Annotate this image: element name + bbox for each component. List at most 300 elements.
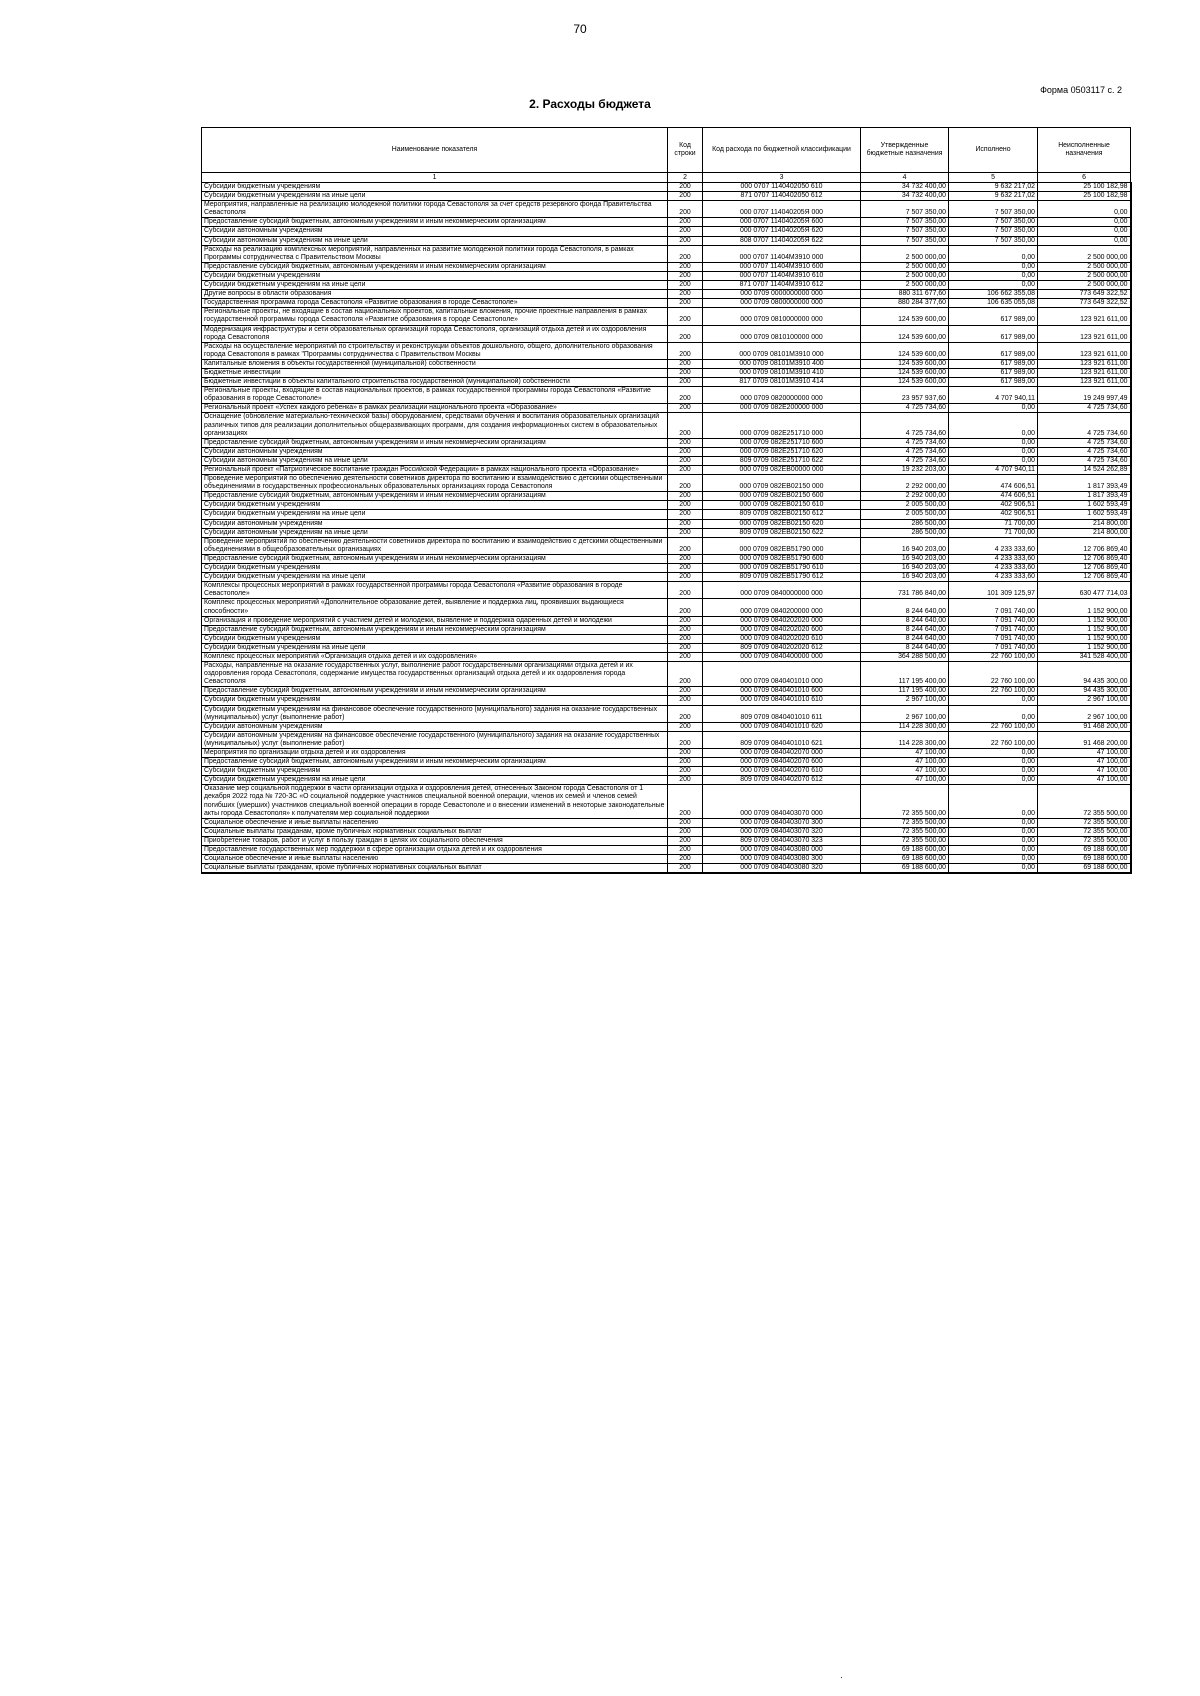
row-name: Бюджетные инвестиции в объекты капитального строительства государственной (муниципальной) собственности [202,378,668,387]
row-approved-amount: 7 507 350,00 [861,227,949,236]
row-budget-code: 809 0709 082EB51790 612 [703,573,861,582]
row-budget-code: 809 0709 082EB02150 622 [703,528,861,537]
row-budget-code: 000 0709 0840401010 610 [703,696,861,705]
row-name: Другие вопросы в области образования [202,290,668,299]
row-executed-amount: 22 760 100,00 [949,722,1038,731]
row-approved-amount: 124 539 600,00 [861,342,949,359]
row-name: Комплекс процессных мероприятий «Организация отдыха детей и их оздоровления» [202,652,668,661]
row-approved-amount: 47 100,00 [861,767,949,776]
table-row [202,564,1131,573]
column-number: 3 [703,173,861,183]
row-executed-amount: 0,00 [949,245,1038,262]
table-row [202,368,1131,377]
row-remaining-amount: 69 188 600,00 [1038,855,1131,864]
row-budget-code: 000 0709 0840202020 000 [703,616,861,625]
row-remaining-amount: 72 355 500,00 [1038,836,1131,845]
row-name: Расходы на реализацию комплексных мероприятий, направленных на развитие молодежной политики города Севастополя, в рамках Программы сотрудничества с Правительством Москвы [202,245,668,262]
row-approved-amount: 124 539 600,00 [861,378,949,387]
row-executed-amount: 0,00 [949,271,1038,280]
row-line-code: 200 [668,447,703,456]
row-approved-amount: 114 228 300,00 [861,722,949,731]
row-line-code: 200 [668,836,703,845]
row-budget-code: 000 0707 114040205Я 000 [703,201,861,218]
row-budget-code: 000 0709 082EB51790 000 [703,537,861,554]
row-executed-amount: 0,00 [949,864,1038,874]
row-budget-code: 000 0709 0820000000 000 [703,387,861,404]
row-name: Предоставление субсидий бюджетным, автономным учреждениям и иным некоммерческим организациям [202,492,668,501]
row-line-code: 200 [668,582,703,599]
row-name: Субсидии бюджетным учреждениям [202,564,668,573]
row-budget-code: 000 0709 082EB02150 600 [703,492,861,501]
row-name: Предоставление субсидий бюджетным, автономным учреждениям и иным некоммерческим организациям [202,687,668,696]
row-line-code: 200 [668,846,703,855]
row-approved-amount: 16 940 203,00 [861,573,949,582]
table-row [202,554,1131,563]
row-name: Субсидии бюджетным учреждениям [202,501,668,510]
row-approved-amount: 4 725 734,60 [861,456,949,465]
row-budget-code: 000 0707 11404М3910 600 [703,262,861,271]
column-header-approved: Утвержденные бюджетные назначения [861,128,949,173]
row-name: Субсидии автономным учреждениям на иные цели [202,528,668,537]
table-row [202,325,1131,342]
table-row [202,475,1131,492]
row-name: Субсидии бюджетным учреждениям на иные цели [202,281,668,290]
table-row [202,652,1131,661]
row-executed-amount: 106 662 355,08 [949,290,1038,299]
row-approved-amount: 2 967 100,00 [861,696,949,705]
row-executed-amount: 0,00 [949,447,1038,456]
row-line-code: 200 [668,325,703,342]
row-executed-amount: 474 606,51 [949,492,1038,501]
row-line-code: 200 [668,767,703,776]
row-line-code: 200 [668,528,703,537]
row-remaining-amount: 2 967 100,00 [1038,705,1131,722]
row-remaining-amount: 4 725 734,60 [1038,456,1131,465]
row-remaining-amount: 214 800,00 [1038,519,1131,528]
row-remaining-amount: 1 152 900,00 [1038,634,1131,643]
row-line-code: 200 [668,218,703,227]
row-remaining-amount: 4 725 734,60 [1038,438,1131,447]
row-remaining-amount: 1 817 393,49 [1038,492,1131,501]
row-approved-amount: 117 195 400,00 [861,687,949,696]
row-name: Комплекс процессных мероприятий «Дополнительное образование детей, выявление и поддержка лиц, проявивших выдающиеся способности» [202,599,668,616]
row-executed-amount: 0,00 [949,827,1038,836]
row-budget-code: 809 0709 0840401010 621 [703,731,861,748]
row-executed-amount: 7 091 740,00 [949,599,1038,616]
row-approved-amount: 72 355 500,00 [861,836,949,845]
row-budget-code: 000 0709 082E251710 600 [703,438,861,447]
row-approved-amount: 4 725 734,60 [861,413,949,438]
row-budget-code: 809 0709 082EB02150 612 [703,510,861,519]
row-budget-code: 000 0707 11404М3910 000 [703,245,861,262]
row-budget-code: 000 0709 0840402070 000 [703,749,861,758]
table-row [202,749,1131,758]
row-budget-code: 000 0709 0840403080 320 [703,864,861,874]
row-budget-code: 000 0709 08101М3910 000 [703,342,861,359]
row-line-code: 200 [668,183,703,192]
row-remaining-amount: 123 921 611,00 [1038,308,1131,325]
row-approved-amount: 16 940 203,00 [861,537,949,554]
table-row [202,290,1131,299]
table-row [202,492,1131,501]
row-budget-code: 000 0709 0840402070 600 [703,758,861,767]
row-approved-amount: 69 188 600,00 [861,864,949,874]
table-row [202,634,1131,643]
row-executed-amount: 7 091 740,00 [949,625,1038,634]
row-approved-amount: 16 940 203,00 [861,554,949,563]
row-budget-code: 000 0709 0840403080 300 [703,855,861,864]
row-name: Государственная программа города Севастополя «Развитие образования в городе Севастополе» [202,299,668,308]
row-budget-code: 809 0709 0840401010 611 [703,705,861,722]
row-name: Предоставление субсидий бюджетным, автономным учреждениям и иным некоммерческим организациям [202,262,668,271]
row-name: Субсидии бюджетным учреждениям на иные цели [202,643,668,652]
row-approved-amount: 124 539 600,00 [861,308,949,325]
row-remaining-amount: 123 921 611,00 [1038,378,1131,387]
row-executed-amount: 0,00 [949,785,1038,818]
row-executed-amount: 0,00 [949,749,1038,758]
row-remaining-amount: 25 100 182,98 [1038,192,1131,201]
row-line-code: 200 [668,758,703,767]
row-remaining-amount: 1 152 900,00 [1038,616,1131,625]
page-number: 70 [573,22,587,36]
table-header-row [202,128,1131,173]
row-name: Субсидии автономным учреждениям на иные цели [202,456,668,465]
row-remaining-amount: 773 649 322,52 [1038,299,1131,308]
row-remaining-amount: 123 921 611,00 [1038,368,1131,377]
table-row [202,616,1131,625]
row-line-code: 200 [668,722,703,731]
row-approved-amount: 4 725 734,60 [861,404,949,413]
row-name: Проведение мероприятий по обеспечению деятельности советников директора по воспитанию и взаимодействию с детскими общественными объединениями в общеобразовательных организациях [202,537,668,554]
table-row [202,466,1131,475]
row-line-code: 200 [668,466,703,475]
table-row [202,227,1131,236]
row-line-code: 200 [668,245,703,262]
row-executed-amount: 101 309 125,97 [949,582,1038,599]
table-row [202,359,1131,368]
row-executed-amount: 0,00 [949,456,1038,465]
row-approved-amount: 4 725 734,60 [861,438,949,447]
row-budget-code: 000 0709 0840402070 610 [703,767,861,776]
row-remaining-amount: 69 188 600,00 [1038,864,1131,874]
column-number: 2 [668,173,703,183]
table-row [202,696,1131,705]
row-executed-amount: 0,00 [949,262,1038,271]
row-executed-amount: 0,00 [949,855,1038,864]
row-executed-amount: 617 989,00 [949,368,1038,377]
row-approved-amount: 8 244 640,00 [861,616,949,625]
row-line-code: 200 [668,643,703,652]
table-row [202,785,1131,818]
row-remaining-amount: 72 355 500,00 [1038,818,1131,827]
row-budget-code: 000 0709 0840000000 000 [703,582,861,599]
table-row [202,281,1131,290]
table-row [202,299,1131,308]
row-executed-amount: 22 760 100,00 [949,731,1038,748]
row-executed-amount: 0,00 [949,413,1038,438]
table-row [202,643,1131,652]
table-row [202,378,1131,387]
table-row [202,731,1131,748]
row-name: Субсидии бюджетным учреждениям на иные цели [202,776,668,785]
row-budget-code: 000 0707 11404М3910 610 [703,271,861,280]
row-approved-amount: 8 244 640,00 [861,599,949,616]
table-body [202,183,1131,874]
row-line-code: 200 [668,475,703,492]
row-budget-code: 000 0709 082EB00000 000 [703,466,861,475]
row-approved-amount: 2 005 500,00 [861,510,949,519]
row-line-code: 200 [668,262,703,271]
table-row [202,836,1131,845]
row-remaining-amount: 214 800,00 [1038,528,1131,537]
table-row [202,705,1131,722]
row-line-code: 200 [668,404,703,413]
row-budget-code: 000 0709 0840401010 000 [703,662,861,687]
row-budget-code: 000 0709 082E251710 000 [703,413,861,438]
row-budget-code: 000 0709 0840202020 610 [703,634,861,643]
row-remaining-amount: 19 249 997,49 [1038,387,1131,404]
row-approved-amount: 47 100,00 [861,749,949,758]
table-row [202,855,1131,864]
row-line-code: 200 [668,492,703,501]
row-remaining-amount: 69 188 600,00 [1038,846,1131,855]
row-remaining-amount: 12 706 869,40 [1038,554,1131,563]
row-executed-amount: 7 507 350,00 [949,218,1038,227]
row-approved-amount: 47 100,00 [861,758,949,767]
row-name: Приобретение товаров, работ и услуг в пользу граждан в целях их социального обеспечения [202,836,668,845]
row-executed-amount: 0,00 [949,776,1038,785]
row-line-code: 200 [668,554,703,563]
row-approved-amount: 7 507 350,00 [861,218,949,227]
row-line-code: 200 [668,359,703,368]
row-executed-amount: 402 906,51 [949,510,1038,519]
row-approved-amount: 34 732 400,00 [861,192,949,201]
row-name: Предоставление субсидий бюджетным, автономным учреждениям и иным некоммерческим организациям [202,218,668,227]
table-row [202,510,1131,519]
row-budget-code: 000 0709 0840403070 000 [703,785,861,818]
row-remaining-amount: 2 967 100,00 [1038,696,1131,705]
row-budget-code: 000 0709 0840400000 000 [703,652,861,661]
row-executed-amount: 4 707 940,11 [949,466,1038,475]
table-row [202,758,1131,767]
table-row [202,201,1131,218]
row-remaining-amount: 123 921 611,00 [1038,359,1131,368]
row-name: Региональный проект «Патриотическое воспитание граждан Российской Федерации» в рамках национального проекта «Образование» [202,466,668,475]
row-budget-code: 000 0709 0840403070 320 [703,827,861,836]
column-header-name: Наименование показателя [202,128,668,173]
row-remaining-amount: 91 468 200,00 [1038,731,1131,748]
row-executed-amount: 9 632 217,02 [949,192,1038,201]
row-line-code: 200 [668,705,703,722]
table-row [202,262,1131,271]
row-executed-amount: 4 233 333,60 [949,564,1038,573]
row-remaining-amount: 91 468 200,00 [1038,722,1131,731]
row-approved-amount: 2 292 000,00 [861,492,949,501]
row-line-code: 200 [668,192,703,201]
row-remaining-amount: 4 725 734,60 [1038,447,1131,456]
row-line-code: 200 [668,519,703,528]
row-line-code: 200 [668,501,703,510]
row-remaining-amount: 773 649 322,52 [1038,290,1131,299]
row-executed-amount: 617 989,00 [949,308,1038,325]
row-approved-amount: 731 786 840,00 [861,582,949,599]
row-budget-code: 000 0709 0810100000 000 [703,325,861,342]
table-row [202,413,1131,438]
row-name: Расходы на осуществление мероприятий по строительству и реконструкции объектов дошкольного, общего, дополнительного образования города Севастополя в рамках "Программы сотрудничества с Правительством Москвы [202,342,668,359]
row-executed-amount: 7 507 350,00 [949,201,1038,218]
row-line-code: 200 [668,290,703,299]
row-name: Субсидии бюджетным учреждениям [202,183,668,192]
row-executed-amount: 0,00 [949,281,1038,290]
row-line-code: 200 [668,573,703,582]
row-name: Комплексы процессных мероприятий в рамках государственной программы города Севастополя «Развитие образования в городе Севастополе» [202,582,668,599]
row-name: Капитальные вложения в объекты государственной (муниципальной) собственности [202,359,668,368]
row-line-code: 200 [668,652,703,661]
row-remaining-amount: 2 500 000,00 [1038,262,1131,271]
column-number: 1 [202,173,668,183]
table-row [202,864,1131,874]
row-line-code: 200 [668,378,703,387]
row-approved-amount: 69 188 600,00 [861,846,949,855]
row-remaining-amount: 0,00 [1038,236,1131,245]
row-line-code: 200 [668,785,703,818]
row-name: Субсидии бюджетным учреждениям [202,271,668,280]
row-approved-amount: 16 940 203,00 [861,564,949,573]
row-approved-amount: 72 355 500,00 [861,818,949,827]
row-name: Расходы, направленные на оказание государственных услуг, выполнение работ государственными организациями отдыха детей и их оздоровления города Севастополя, содержание имущества государственных организаций отдыха детей и их оздоровления города Севастополя [202,662,668,687]
row-remaining-amount: 123 921 611,00 [1038,342,1131,359]
row-approved-amount: 2 500 000,00 [861,262,949,271]
row-name: Мероприятия по организации отдыха детей и их оздоровления [202,749,668,758]
row-approved-amount: 7 507 350,00 [861,201,949,218]
row-approved-amount: 124 539 600,00 [861,359,949,368]
column-header-budget-code: Код расхода по бюджетной классификации [703,128,861,173]
row-budget-code: 000 0709 082EB02150 610 [703,501,861,510]
row-name: Мероприятия, направленные на реализацию молодежной политики города Севастополя за счет средств резервного фонда Правительства Севастополя [202,201,668,218]
row-line-code: 200 [668,456,703,465]
row-remaining-amount: 1 602 593,49 [1038,510,1131,519]
row-remaining-amount: 123 921 611,00 [1038,325,1131,342]
column-number: 4 [861,173,949,183]
row-budget-code: 000 0707 114040205Я 600 [703,218,861,227]
row-remaining-amount: 47 100,00 [1038,758,1131,767]
row-name: Региональные проекты, не входящие в состав национальных проектов, капитальные вложения, прочие проектные направления в рамках государственной программы города Севастополя «Развитие образования в городе Севастополе» [202,308,668,325]
row-executed-amount: 617 989,00 [949,378,1038,387]
row-approved-amount: 47 100,00 [861,776,949,785]
row-approved-amount: 880 284 377,60 [861,299,949,308]
row-executed-amount: 0,00 [949,705,1038,722]
row-line-code: 200 [668,342,703,359]
table-row [202,722,1131,731]
row-budget-code: 000 0709 082EB02150 620 [703,519,861,528]
row-line-code: 200 [668,696,703,705]
row-name: Предоставление субсидий бюджетным, автономным учреждениям и иным некоммерческим организациям [202,554,668,563]
row-approved-amount: 72 355 500,00 [861,785,949,818]
row-name: Предоставление субсидий бюджетным, автономным учреждениям и иным некоммерческим организациям [202,438,668,447]
row-remaining-amount: 1 152 900,00 [1038,643,1131,652]
row-executed-amount: 0,00 [949,836,1038,845]
row-remaining-amount: 1 152 900,00 [1038,625,1131,634]
column-number: 6 [1038,173,1131,183]
table-row [202,271,1131,280]
row-remaining-amount: 341 528 400,00 [1038,652,1131,661]
row-executed-amount: 474 606,51 [949,475,1038,492]
row-budget-code: 809 0709 0840202020 612 [703,643,861,652]
row-name: Социальные выплаты гражданам, кроме публичных нормативных социальных выплат [202,864,668,874]
row-budget-code: 809 0709 0840403070 323 [703,836,861,845]
row-executed-amount: 7 091 740,00 [949,643,1038,652]
row-remaining-amount: 14 524 262,89 [1038,466,1131,475]
column-header-remaining: Неисполненные назначения [1038,128,1131,173]
row-budget-code: 871 0707 11404М3910 612 [703,281,861,290]
row-name: Предоставление субсидий бюджетным, автономным учреждениям и иным некоммерческим организациям [202,625,668,634]
row-name: Региональный проект «Успех каждого ребенка» в рамках реализации национального проекта «Образование» [202,404,668,413]
table-row [202,687,1131,696]
table-row [202,438,1131,447]
row-budget-code: 000 0709 0810000000 000 [703,308,861,325]
row-line-code: 200 [668,438,703,447]
column-number-row [202,173,1131,183]
table-row [202,501,1131,510]
row-executed-amount: 0,00 [949,818,1038,827]
row-executed-amount: 22 760 100,00 [949,687,1038,696]
row-approved-amount: 34 732 400,00 [861,183,949,192]
row-budget-code: 000 0709 0840403080 000 [703,846,861,855]
row-name: Предоставление субсидий бюджетным, автономным учреждениям и иным некоммерческим организациям [202,758,668,767]
row-approved-amount: 2 500 000,00 [861,281,949,290]
row-name: Организация и проведение мероприятий с участием детей и молодежи, выявление и поддержка одаренных детей и молодежи [202,616,668,625]
row-approved-amount: 114 228 300,00 [861,731,949,748]
row-budget-code: 000 0707 1140402050 610 [703,183,861,192]
row-line-code: 200 [668,510,703,519]
row-budget-code: 000 0709 08101М3910 400 [703,359,861,368]
row-line-code: 200 [668,308,703,325]
row-line-code: 200 [668,227,703,236]
row-approved-amount: 19 232 203,00 [861,466,949,475]
row-name: Субсидии бюджетным учреждениям [202,634,668,643]
row-executed-amount: 0,00 [949,696,1038,705]
row-line-code: 200 [668,368,703,377]
budget-expenses-table [201,127,1132,874]
table-row [202,776,1131,785]
row-name: Субсидии бюджетным учреждениям на иные цели [202,192,668,201]
row-name: Бюджетные инвестиции [202,368,668,377]
row-executed-amount: 22 760 100,00 [949,662,1038,687]
row-approved-amount: 286 500,00 [861,528,949,537]
row-approved-amount: 4 725 734,60 [861,447,949,456]
row-executed-amount: 4 233 333,60 [949,537,1038,554]
row-remaining-amount: 1 152 900,00 [1038,599,1131,616]
table-row [202,308,1131,325]
row-remaining-amount: 12 706 869,40 [1038,564,1131,573]
row-line-code: 200 [668,537,703,554]
row-remaining-amount: 2 500 000,00 [1038,281,1131,290]
row-name: Оснащение (обновление материально-технической базы) оборудованием, средствами обучения и воспитания образовательных организаций различных типов для реализации дополнительных общеразвивающих программ, для создания информационных систем в образовательных организациях [202,413,668,438]
table-row [202,625,1131,634]
row-line-code: 200 [668,625,703,634]
row-remaining-amount: 630 477 714,03 [1038,582,1131,599]
row-budget-code: 817 0709 08101М3910 414 [703,378,861,387]
row-line-code: 200 [668,855,703,864]
footer-mark: · [840,1672,843,1682]
row-approved-amount: 23 957 937,60 [861,387,949,404]
row-remaining-amount: 47 100,00 [1038,767,1131,776]
row-name: Модернизация инфраструктуры и сети образовательных организаций города Севастополя, организаций отдыха детей и их оздоровления города Севастополя [202,325,668,342]
row-remaining-amount: 47 100,00 [1038,776,1131,785]
row-budget-code: 000 0709 08101М3910 410 [703,368,861,377]
row-approved-amount: 7 507 350,00 [861,236,949,245]
row-remaining-amount: 1 602 593,49 [1038,501,1131,510]
